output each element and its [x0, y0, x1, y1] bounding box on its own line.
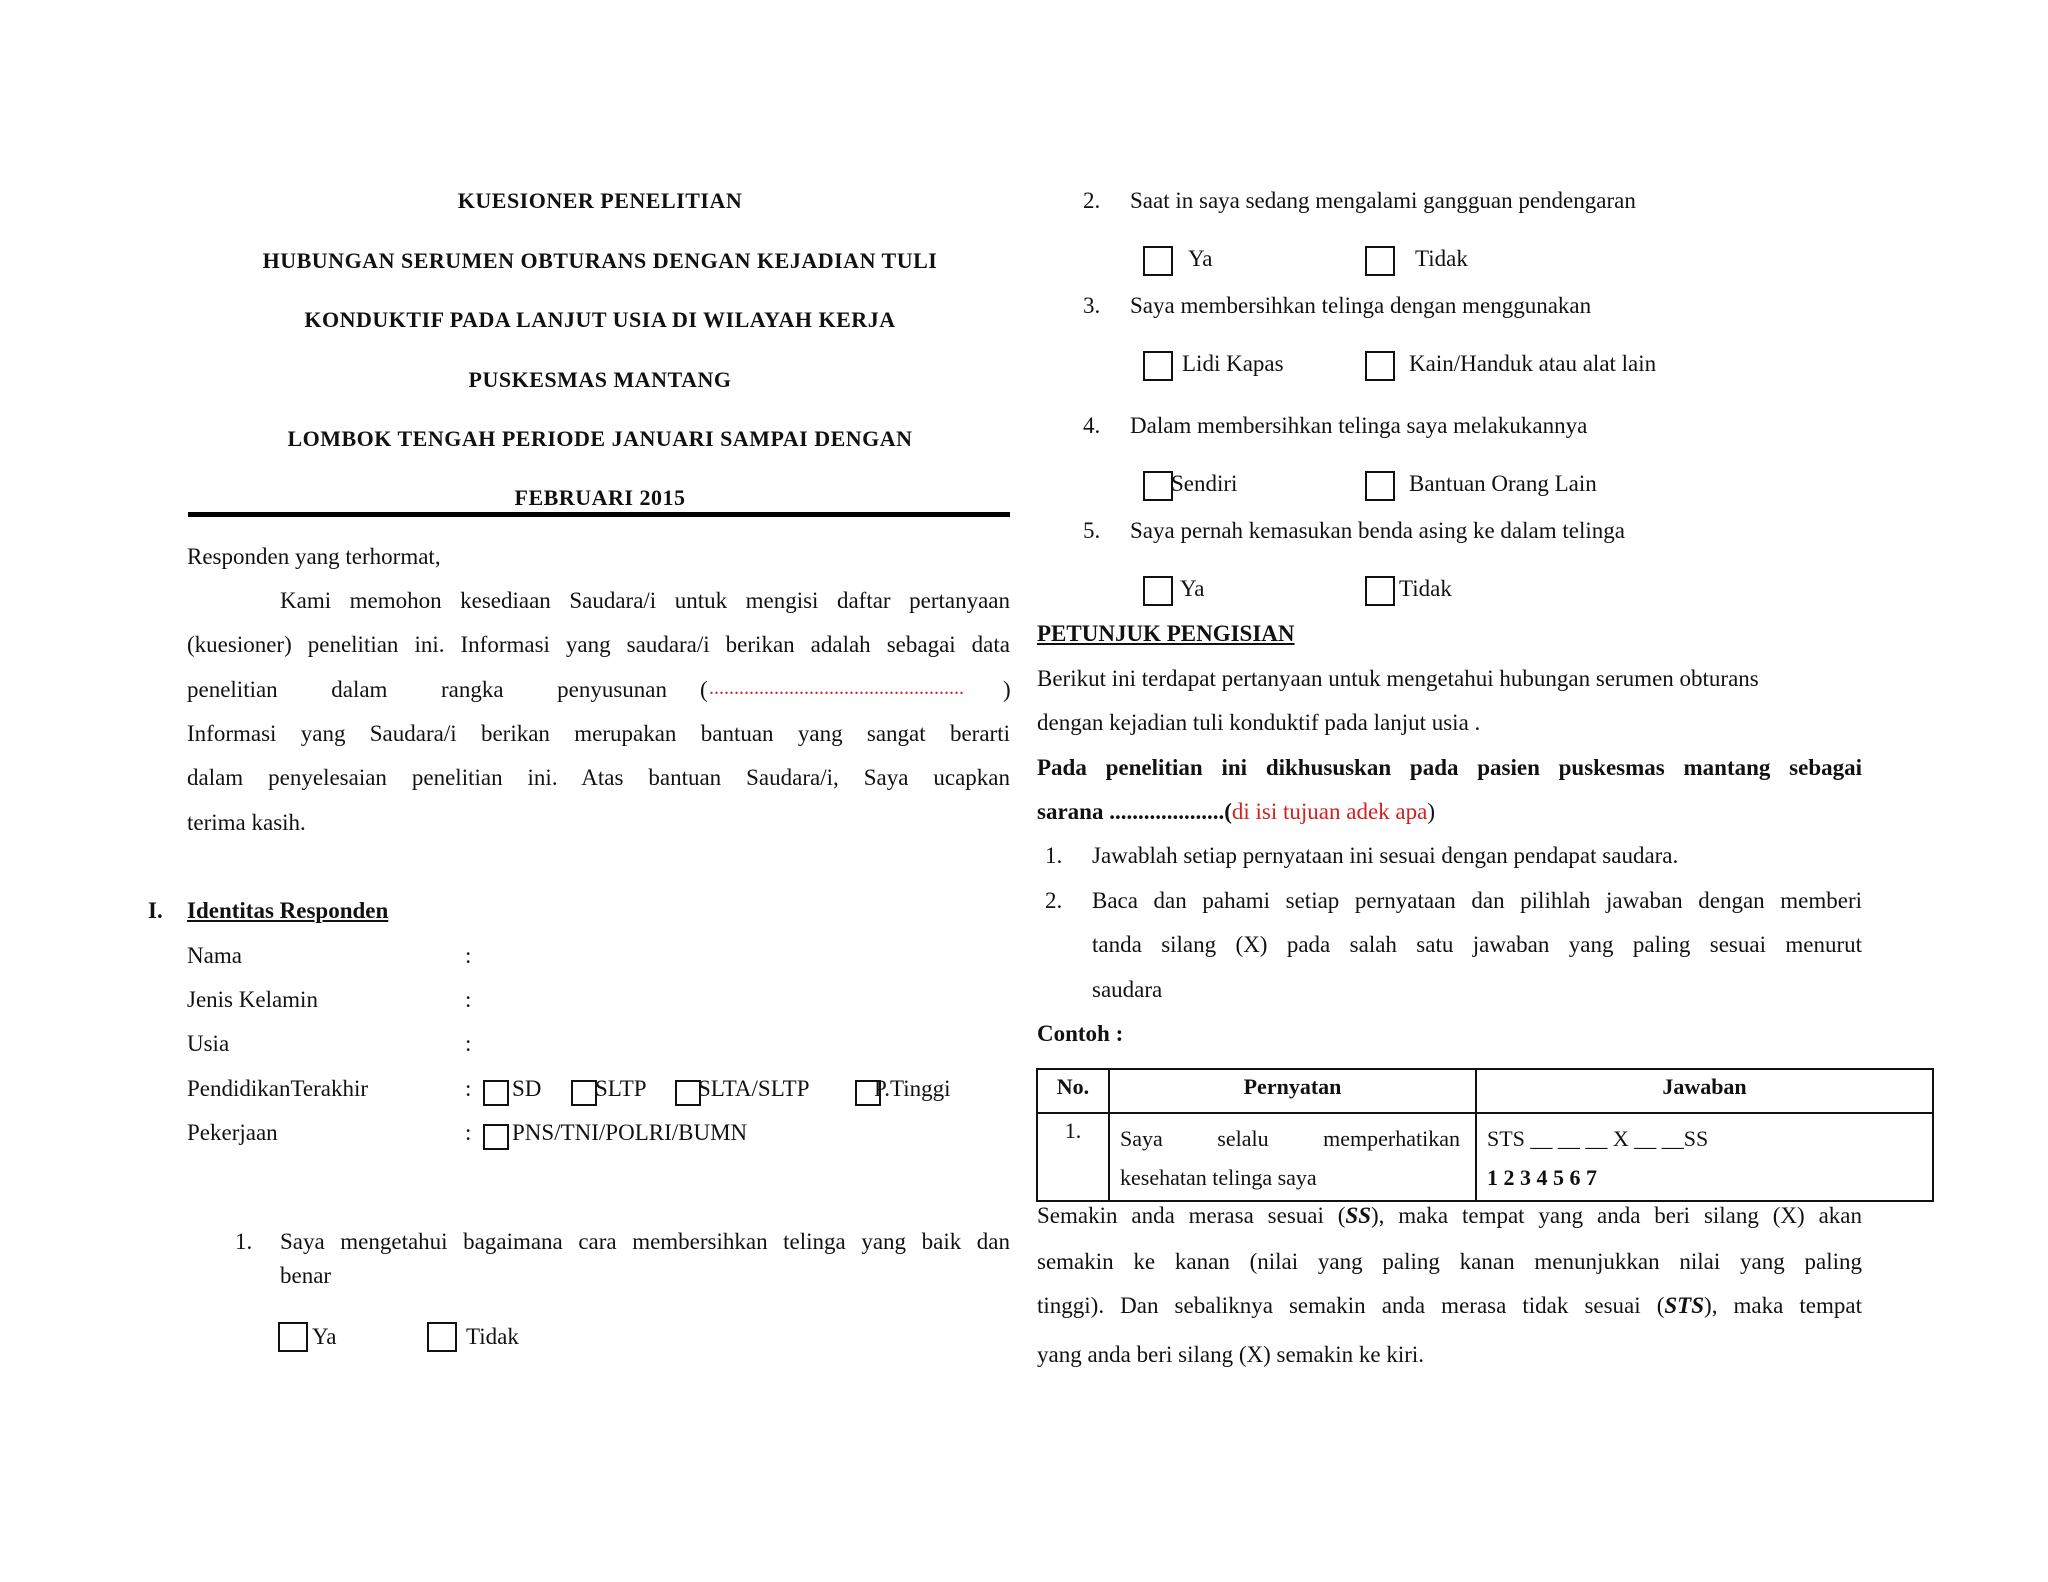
- statement-line-2: kesehatan telinga saya: [1120, 1165, 1317, 1190]
- checkbox-q3-kain[interactable]: [1365, 351, 1395, 381]
- closing-text: tinggi). Dan sebaliknya semakin anda merasa tidak sesuai (: [1037, 1293, 1665, 1318]
- label-usia: Usia: [187, 1031, 230, 1056]
- intro-line-3-text: penelitian dalam rangka penyusunan: [187, 677, 667, 702]
- table-header-row: [1037, 1069, 1933, 1113]
- intro-line-5: dalam penyelesaian penelitian ini. Atas bantuan Saudara/i, Saya ucapkan: [187, 765, 1010, 790]
- q1-option-tidak: Tidak: [466, 1324, 519, 1349]
- closing-text: ), maka tempat yang anda beri silang (X) akan: [1371, 1203, 1862, 1228]
- cell-pernyatan: [1109, 1113, 1476, 1201]
- label-pekerjaan: Pekerjaan: [187, 1120, 278, 1145]
- checkbox-q4-bantuan[interactable]: [1365, 471, 1395, 501]
- section-number: I.: [148, 898, 163, 923]
- q5-option-tidak: Tidak: [1399, 576, 1452, 601]
- label-pendidikan: PendidikanTerakhir: [187, 1076, 369, 1101]
- header-jawaban: Jawaban: [1476, 1069, 1933, 1113]
- checkbox-q2-ya[interactable]: [1143, 246, 1173, 276]
- statement-line-1: Saya selalu memperhatikan: [1120, 1126, 1460, 1151]
- cell-no: 1.: [1037, 1113, 1109, 1201]
- checkbox-q5-tidak[interactable]: [1365, 576, 1395, 606]
- petunjuk-title: PETUNJUK PENGISIAN: [1037, 621, 1295, 646]
- petunjuk-bold-line-2: [1037, 799, 1435, 825]
- closing-text: ), maka tempat: [1704, 1293, 1862, 1318]
- closing-line-1: [1037, 1203, 1862, 1229]
- q3-option-lidi: Lidi Kapas: [1182, 351, 1284, 376]
- option-sltp: SLTP: [595, 1076, 647, 1101]
- sts-label: STS: [1664, 1293, 1705, 1318]
- closing-line-2: semakin ke kanan (nilai yang paling kanan menunjukkan nilai yang paling: [1037, 1249, 1862, 1274]
- closing-line-4: yang anda beri silang (X) semakin ke kiri.: [1037, 1342, 1425, 1367]
- checkbox-q1-tidak[interactable]: [427, 1322, 457, 1352]
- placeholder-note: di isi tujuan adek apa: [1231, 799, 1428, 824]
- title-line-4: PUSKESMAS MANTANG: [468, 367, 732, 392]
- title-line-5: LOMBOK TENGAH PERIODE JANUARI SAMPAI DENGAN: [287, 426, 913, 451]
- greeting: Responden yang terhormat,: [187, 544, 441, 569]
- contoh-label: Contoh :: [1037, 1021, 1124, 1046]
- petunjuk-line-1: Berikut ini terdapat pertanyaan untuk mengetahui hubungan serumen obturans: [1037, 666, 1759, 691]
- option-ptinggi: P.Tinggi: [874, 1076, 951, 1101]
- checkbox-q4-sendiri[interactable]: [1143, 471, 1173, 501]
- q4-option-sendiri: Sendiri: [1171, 471, 1238, 496]
- q1-option-ya: Ya: [312, 1324, 337, 1349]
- checkbox-q5-ya[interactable]: [1143, 576, 1173, 606]
- label-nama: Nama: [187, 943, 242, 968]
- instruction-1-text: Jawablah setiap pernyataan ini sesuai dengan pendapat saudara.: [1092, 843, 1679, 868]
- table-row: [1037, 1113, 1933, 1201]
- intro-line-1: Kami memohon kesediaan Saudara/i untuk mengisi daftar pertanyaan: [280, 588, 1010, 613]
- paren-close: ): [1427, 799, 1435, 824]
- answer-scale: STS __ __ __ X __ __SS: [1487, 1126, 1709, 1151]
- header-divider: [188, 512, 1010, 517]
- instruction-2-number: 2.: [1045, 888, 1063, 913]
- checkbox-q3-lidi[interactable]: [1143, 351, 1173, 381]
- colon: :: [465, 1031, 472, 1056]
- question-1-text: Saya mengetahui bagaimana cara membersihkan telinga yang baik dan: [280, 1229, 1010, 1254]
- instruction-2-text-end: saudara: [1092, 977, 1163, 1002]
- question-2-number: 2.: [1083, 188, 1101, 213]
- paren-open: (: [700, 677, 708, 702]
- petunjuk-line-2: dengan kejadian tuli konduktif pada lanjut usia .: [1037, 710, 1481, 735]
- question-3-number: 3.: [1083, 293, 1101, 318]
- label-jenis-kelamin: Jenis Kelamin: [187, 987, 318, 1012]
- title-line-6: FEBRUARI 2015: [514, 485, 686, 510]
- question-5-text: Saya pernah kemasukan benda asing ke dalam telinga: [1130, 518, 1625, 543]
- instruction-1-number: 1.: [1045, 843, 1063, 868]
- q4-option-bantuan: Bantuan Orang Lain: [1409, 471, 1597, 496]
- question-3-text: Saya membersihkan telinga dengan menggunakan: [1130, 293, 1592, 318]
- option-sd: SD: [512, 1076, 542, 1101]
- intro-line-4: Informasi yang Saudara/i berikan merupakan bantuan yang sangat berarti: [187, 721, 1010, 746]
- colon: :: [465, 1120, 472, 1145]
- title-line-3: KONDUKTIF PADA LANJUT USIA DI WILAYAH KERJA: [304, 307, 896, 332]
- checkbox-sltp[interactable]: [571, 1080, 597, 1106]
- instruction-2-text-cont: tanda silang (X) pada salah satu jawaban yang paling sesuai menurut: [1092, 932, 1862, 957]
- question-4-text: Dalam membersihkan telinga saya melakukannya: [1130, 413, 1588, 438]
- closing-text: Semakin anda merasa sesuai (: [1037, 1203, 1346, 1228]
- question-1-number: 1.: [235, 1229, 253, 1254]
- petunjuk-bold-line-1: Pada penelitian ini dikhususkan pada pasien puskesmas mantang sebagai: [1037, 755, 1862, 780]
- q3-option-kain: Kain/Handuk atau alat lain: [1409, 351, 1657, 376]
- q2-option-tidak: Tidak: [1415, 246, 1468, 271]
- intro-line-6: terima kasih.: [187, 810, 306, 835]
- section-title: Identitas Responden: [187, 898, 389, 923]
- question-4-number: 4.: [1083, 413, 1101, 438]
- sarana-label: sarana ....................(: [1037, 799, 1232, 824]
- colon: :: [465, 943, 472, 968]
- question-1-text-cont: benar: [280, 1263, 332, 1288]
- checkbox-q1-ya[interactable]: [278, 1322, 308, 1352]
- q2-option-ya: Ya: [1188, 246, 1213, 271]
- title-line-2: HUBUNGAN SERUMEN OBTURANS DENGAN KEJADIAN TULI: [262, 248, 938, 273]
- placeholder-dots: ...................................................: [709, 677, 964, 699]
- closing-line-3: [1037, 1293, 1862, 1319]
- question-5-number: 5.: [1083, 518, 1101, 543]
- title-line-1: KUESIONER PENELITIAN: [457, 188, 743, 213]
- checkbox-q2-tidak[interactable]: [1365, 246, 1395, 276]
- checkbox-sd[interactable]: [483, 1080, 509, 1106]
- colon: :: [465, 987, 472, 1012]
- paren-close: ): [1003, 677, 1011, 702]
- cell-jawaban: [1476, 1113, 1933, 1201]
- option-pekerjaan: PNS/TNI/POLRI/BUMN: [512, 1120, 748, 1145]
- option-slta: SLTA/SLTP: [698, 1076, 810, 1101]
- intro-line-2: (kuesioner) penelitian ini. Informasi yang saudara/i berikan adalah sebagai data: [187, 632, 1010, 657]
- answer-numbers: 1 2 3 4 5 6 7: [1487, 1165, 1597, 1190]
- header-pernyatan: Pernyatan: [1109, 1069, 1476, 1113]
- question-2-text: Saat in saya sedang mengalami gangguan pendengaran: [1130, 188, 1636, 213]
- header-no: No.: [1037, 1069, 1109, 1113]
- instruction-2-text: Baca dan pahami setiap pernyataan dan pilihlah jawaban dengan memberi: [1092, 888, 1862, 913]
- ss-label: SS: [1345, 1203, 1371, 1228]
- example-table: [1036, 1068, 1934, 1202]
- checkbox-pekerjaan[interactable]: [483, 1124, 509, 1150]
- q5-option-ya: Ya: [1180, 576, 1205, 601]
- colon: :: [465, 1076, 472, 1101]
